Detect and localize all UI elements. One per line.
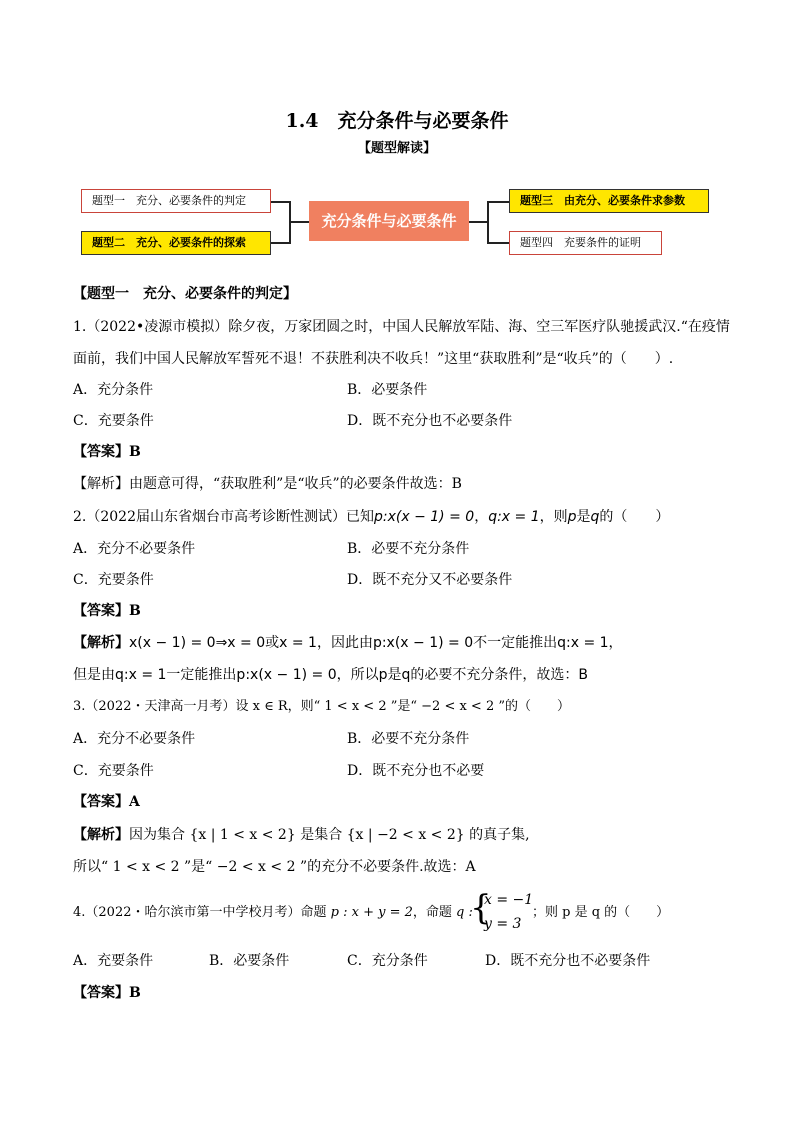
q2-var-q: q [590, 509, 600, 525]
q4-system-bottom: y = 3 [484, 916, 522, 932]
q3-option-a: A．充分不必要条件 [73, 731, 196, 747]
q4-prop-q: q : [451, 905, 473, 920]
q2-math-p: p:x(x − 1) = 0 [374, 509, 475, 525]
q1-stem-line2: 面前，我们中国人民解放军誓死不退！不获胜利决不收兵！”这里“获取胜利”是“收兵”的（ ）. [73, 351, 674, 367]
q1-option-c: C．充要条件 [73, 413, 154, 429]
q2-explanation-line2: 但是由q:x = 1一定能推出p:x(x − 1) = 0，所以p是q的必要不充分条件，故选：B [73, 667, 588, 683]
q2-stem-end: 的（ ） [599, 509, 670, 525]
mindmap-type1: 题型一 充分、必要条件的判定 [81, 189, 271, 213]
connector-right-mid [469, 221, 488, 223]
q4-answer: 【答案】B [73, 985, 141, 1001]
q3-explanation-label: 【解析】 [73, 827, 129, 843]
q2-var-p: p [567, 509, 577, 525]
q3-option-b: B．必要不充分条件 [347, 731, 470, 747]
connector-left-mid [289, 221, 309, 223]
mindmap-center: 充分条件与必要条件 [309, 201, 469, 241]
q4-prop-p: p : x + y = 2 [326, 905, 413, 920]
q2-explanation-line1 [73, 633, 623, 653]
q4-option-c: C．充分条件 [347, 953, 428, 969]
q3-explanation-text1: 因为集合 {x | 1 < x < 2} 是集合 {x | −2 < x < 2} 的真子集, [129, 827, 530, 843]
q2-stem-mid: ，则 [539, 509, 568, 525]
connector-right-v [487, 201, 489, 243]
q2-option-d: D．既不充分又不必要条件 [347, 572, 513, 588]
q2-answer: 【答案】B [73, 603, 141, 619]
q1-explanation: 【解析】由题意可得，“获取胜利”是“收兵”的必要条件故选：B [73, 476, 462, 492]
page-subtitle: 【题型解读】 [357, 141, 436, 156]
q4-stem-end: ；则 p 是 q 的（ ） [532, 905, 670, 920]
q4-system-brace: { [470, 888, 492, 928]
q1-option-d: D．既不充分也不必要条件 [347, 413, 513, 429]
q2-stem-source: 2.（2022届山东省烟台市高考诊断性测试）已知 [73, 509, 374, 525]
q3-answer: 【答案】A [73, 794, 140, 810]
q3-option-d: D．既不充分也不必要 [347, 763, 485, 779]
connector-left-bottom [271, 242, 291, 244]
q4-stem-mid: ，命题 [412, 905, 452, 920]
q2-option-a: A．充分不必要条件 [73, 541, 196, 557]
q2-stem [73, 507, 669, 527]
q2-explanation-text1: x(x − 1) = 0⇒x = 0或x = 1，因此由p:x(x − 1) = 0不一定能推出q:x = 1， [129, 635, 623, 651]
q2-stem-is: 是 [576, 509, 591, 525]
q2-option-b: B．必要不充分条件 [347, 541, 470, 557]
q4-system-top: x = −1 [484, 892, 534, 908]
q2-math-q: q:x = 1 [488, 509, 540, 525]
q3-option-c: C．充要条件 [73, 763, 154, 779]
connector-right-bottom [487, 242, 509, 244]
connector-left-top [271, 201, 291, 203]
q4-option-d: D．既不充分也不必要条件 [485, 953, 651, 969]
q1-option-a: A．充分条件 [73, 382, 154, 398]
q3-explanation-line2: 所以“ 1 < x < 2 ”是“ −2 < x < 2 ”的充分不必要条件.故选：A [73, 859, 476, 875]
q4-stem [73, 903, 473, 923]
page-title: 1.4 充分条件与必要条件 [285, 110, 509, 132]
q2-explanation-label: 【解析】 [73, 635, 129, 651]
section-heading: 【题型一 充分、必要条件的判定】 [73, 286, 297, 302]
q2-sep: ， [474, 509, 489, 525]
mindmap-type2: 题型二 充分、必要条件的探索 [81, 231, 271, 255]
connector-right-top [487, 201, 509, 203]
mindmap-type3: 题型三 由充分、必要条件求参数 [509, 189, 709, 213]
q3-stem: 3.（2022・天津高一月考）设 x ∈ R，则“ 1 < x < 2 ”是“ −2 < x < 2 ”的（ ） [73, 699, 571, 714]
q4-option-a: A．充要条件 [73, 953, 154, 969]
q1-option-b: B．必要条件 [347, 382, 428, 398]
q4-stem-source: 4.（2022・哈尔滨市第一中学校月考）命题 [73, 905, 327, 920]
q1-answer: 【答案】B [73, 444, 141, 460]
mindmap-type4: 题型四 充要条件的证明 [509, 231, 662, 255]
q1-stem-line1: 1.（2022•凌源市模拟）除夕夜，万家团圆之时，中国人民解放军陆、海、空三军医疗队驰援武汉.“在疫情 [73, 319, 730, 335]
q4-option-b: B．必要条件 [209, 953, 290, 969]
q2-option-c: C．充要条件 [73, 572, 154, 588]
q3-explanation-line1 [73, 825, 530, 845]
